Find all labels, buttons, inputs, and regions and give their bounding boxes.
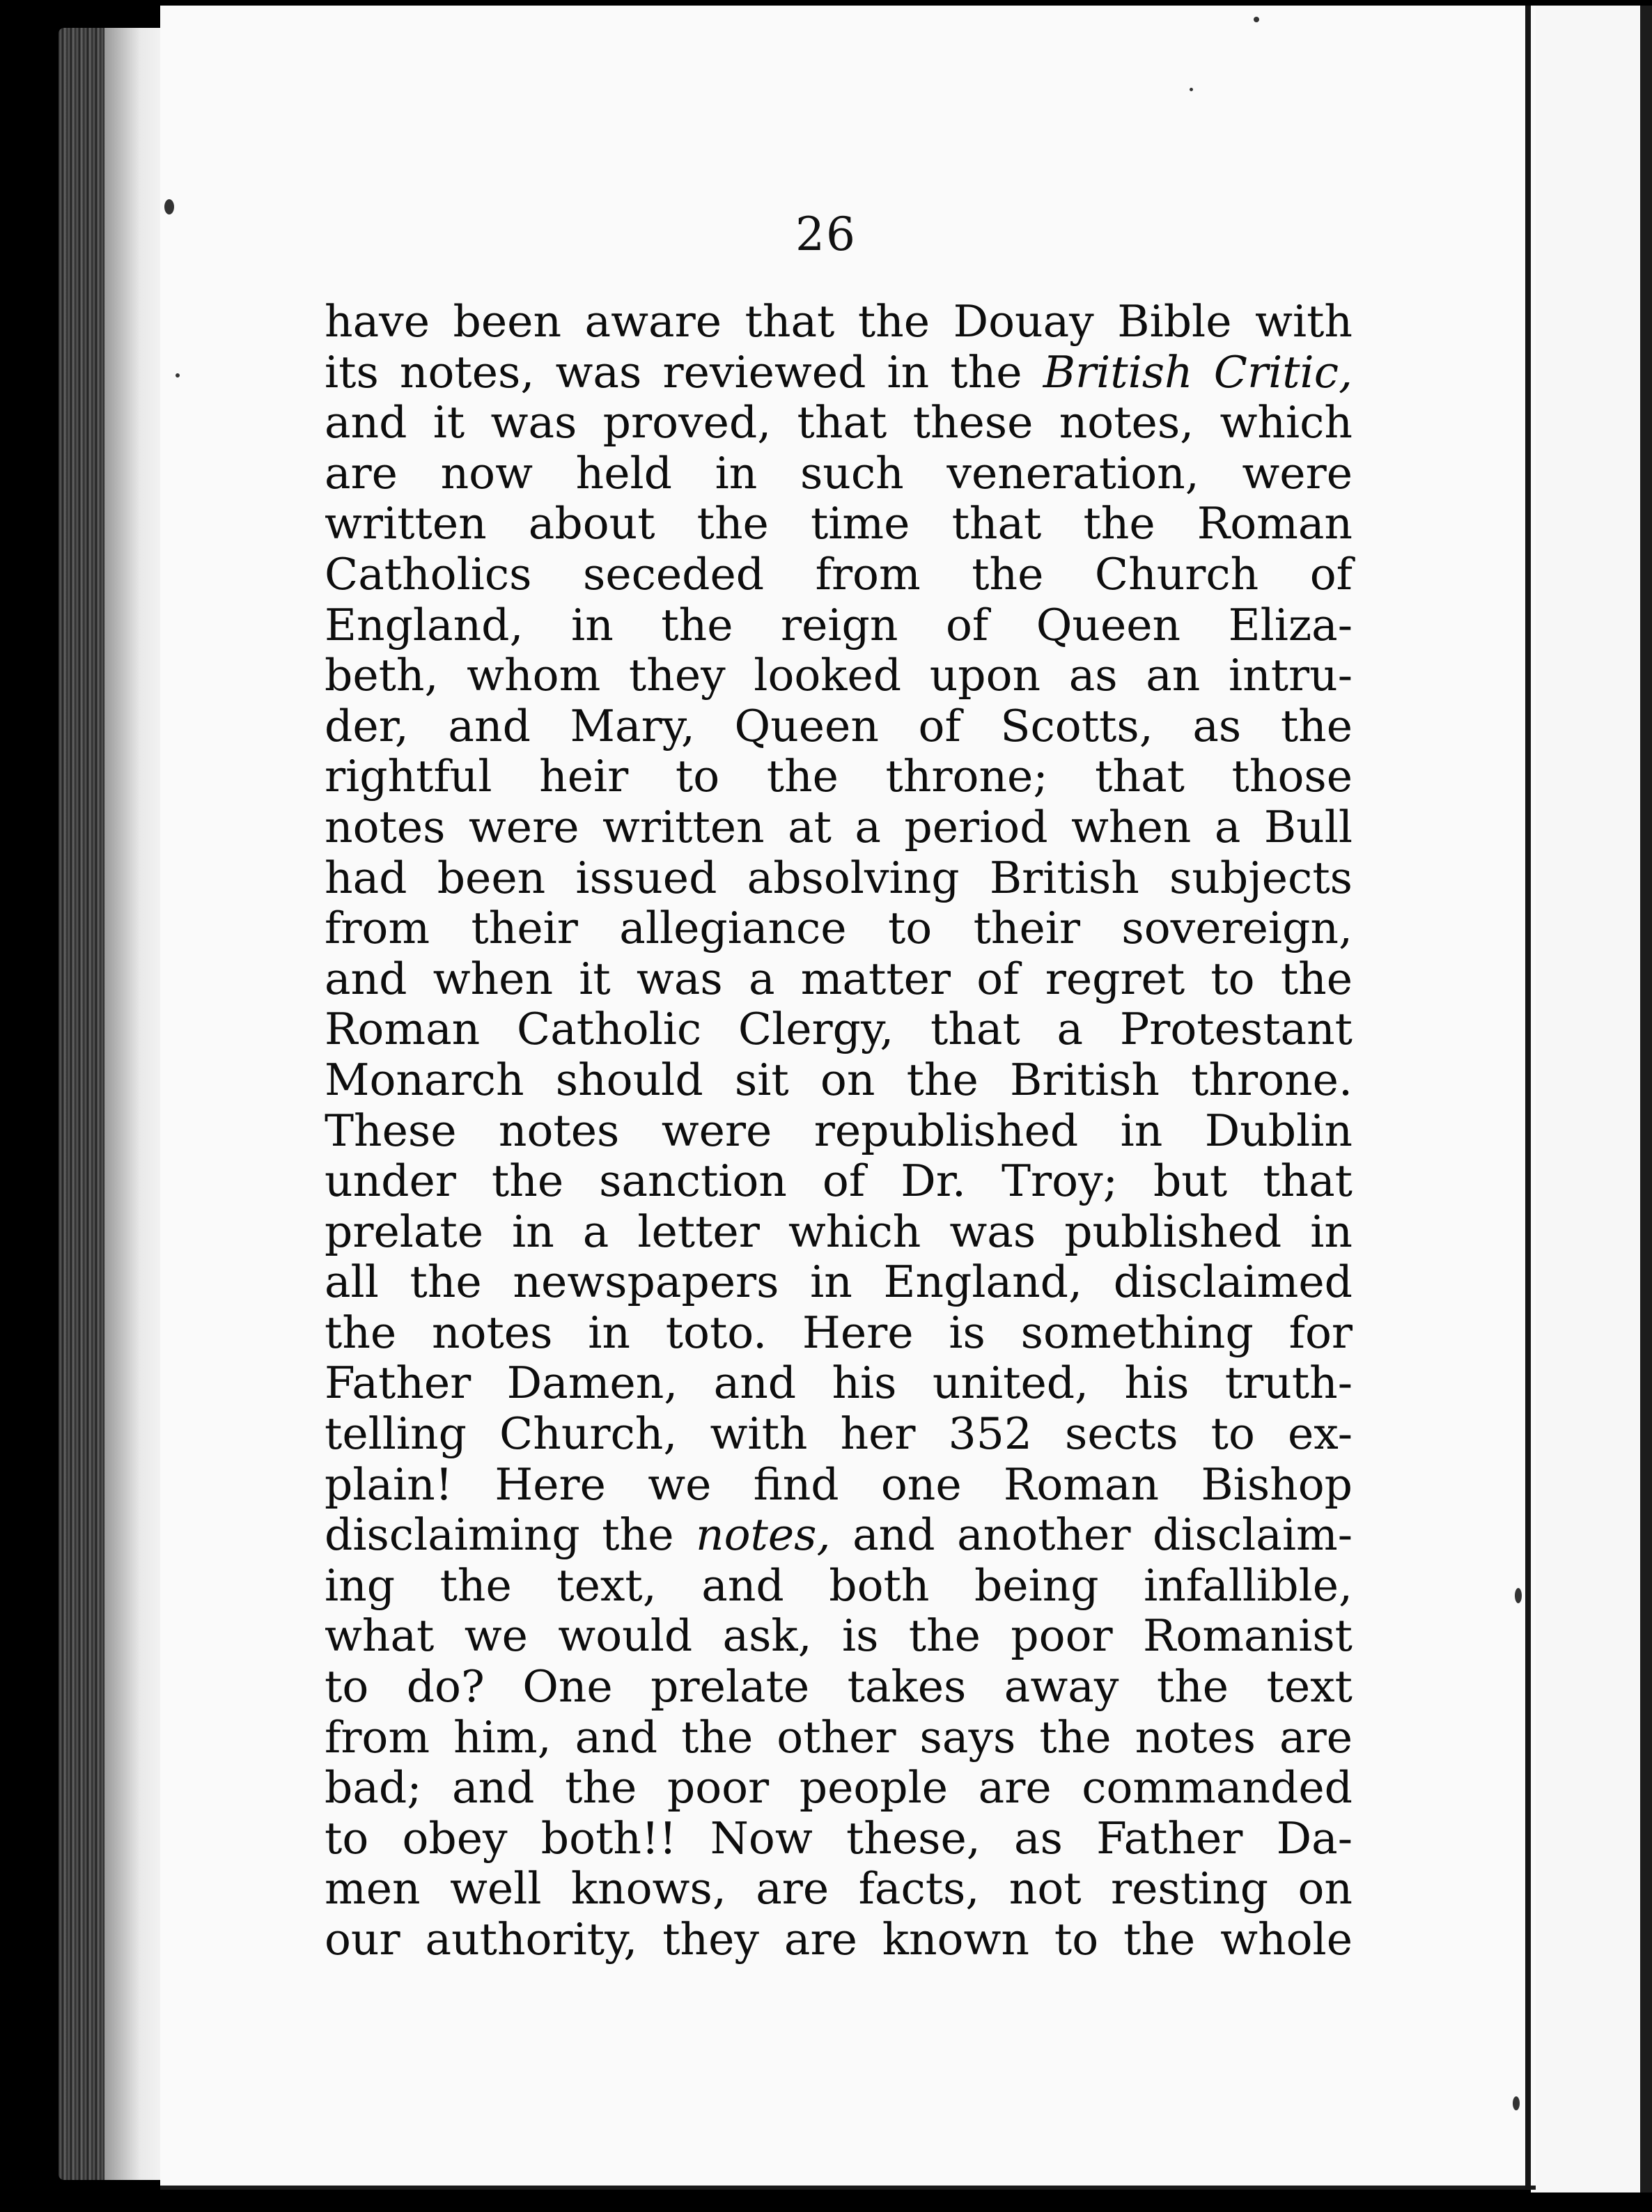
text-line: ing the text, and both being infallible, xyxy=(325,1559,1353,1611)
text-line: and it was proved, that these notes, which xyxy=(325,397,1353,449)
scan-speck xyxy=(1513,2096,1520,2110)
text-line: Father Damen, and his united, his truth- xyxy=(325,1357,1353,1409)
text-line: plain! Here we find one Roman Bishop xyxy=(325,1458,1353,1510)
text-line: the notes in toto. Here is something for xyxy=(325,1307,1353,1358)
page-gutter-border xyxy=(1525,6,1531,2189)
page-number: 26 xyxy=(795,208,857,261)
italic-title: British Critic, xyxy=(1043,346,1353,398)
text-line: what we would ask, is the poor Romanist xyxy=(325,1610,1353,1662)
text-line: had been issued absolving British subjects xyxy=(325,852,1353,903)
scan-speck xyxy=(176,373,180,377)
book-edge-shading xyxy=(104,28,164,2180)
text-line: prelate in a letter which was published in xyxy=(325,1206,1353,1257)
text-line-segment: and another disclaim- xyxy=(830,1509,1353,1561)
text-line: to do? One prelate takes away the text xyxy=(325,1661,1353,1713)
text-line: are now held in such veneration, were xyxy=(325,447,1353,499)
text-line: from their allegiance to their sovereign, xyxy=(325,903,1353,954)
text-line: all the newspapers in England, disclaimed xyxy=(325,1256,1353,1308)
text-line: Roman Catholic Clergy, that a Protestant xyxy=(325,1004,1353,1055)
text-line: written about the time that the Roman xyxy=(325,498,1353,550)
facing-page xyxy=(1531,6,1652,2192)
text-line: beth, whom they looked upon as an intru- xyxy=(325,650,1353,701)
text-line: men well knows, are facts, not resting on xyxy=(325,1863,1353,1915)
text-line: and when it was a matter of regret to the xyxy=(325,953,1353,1004)
text-line: England, in the reign of Queen Eliza- xyxy=(325,599,1353,651)
scan-speck xyxy=(1254,17,1259,22)
text-line: have been aware that the Douay Bible with xyxy=(325,296,1353,347)
scan-speck xyxy=(1515,1588,1522,1603)
text-line: notes were written at a period when a Bull xyxy=(325,801,1353,852)
text-line: telling Church, with her 352 sects to ex- xyxy=(325,1408,1353,1460)
text-line: These notes were republished in Dublin xyxy=(325,1105,1353,1156)
text-line xyxy=(325,1510,1353,1561)
text-line-segment: disclaiming the xyxy=(325,1509,696,1561)
body-text xyxy=(325,297,1353,1965)
text-line: our authority, they are known to the whole xyxy=(325,1914,1353,1965)
text-line: Catholics seceded from the Church of xyxy=(325,548,1353,600)
text-line: from him, and the other says the notes are xyxy=(325,1711,1353,1763)
text-line: under the sanction of Dr. Troy; but that xyxy=(325,1155,1353,1207)
italic-word: notes, xyxy=(696,1509,831,1561)
text-line: to obey both!! Now these, as Father Da- xyxy=(325,1812,1353,1864)
text-line xyxy=(325,348,1353,398)
facing-page-edge xyxy=(1640,6,1652,2192)
text-line: bad; and the poor people are commanded xyxy=(325,1762,1353,1814)
text-line: Monarch should sit on the British throne. xyxy=(325,1054,1353,1105)
scan-speck xyxy=(1190,88,1193,91)
text-line-segment: its notes, was reviewed in the xyxy=(325,346,1043,398)
text-line: rightful heir to the throne; that those xyxy=(325,751,1353,802)
text-line: der, and Mary, Queen of Scotts, as the xyxy=(325,700,1353,751)
